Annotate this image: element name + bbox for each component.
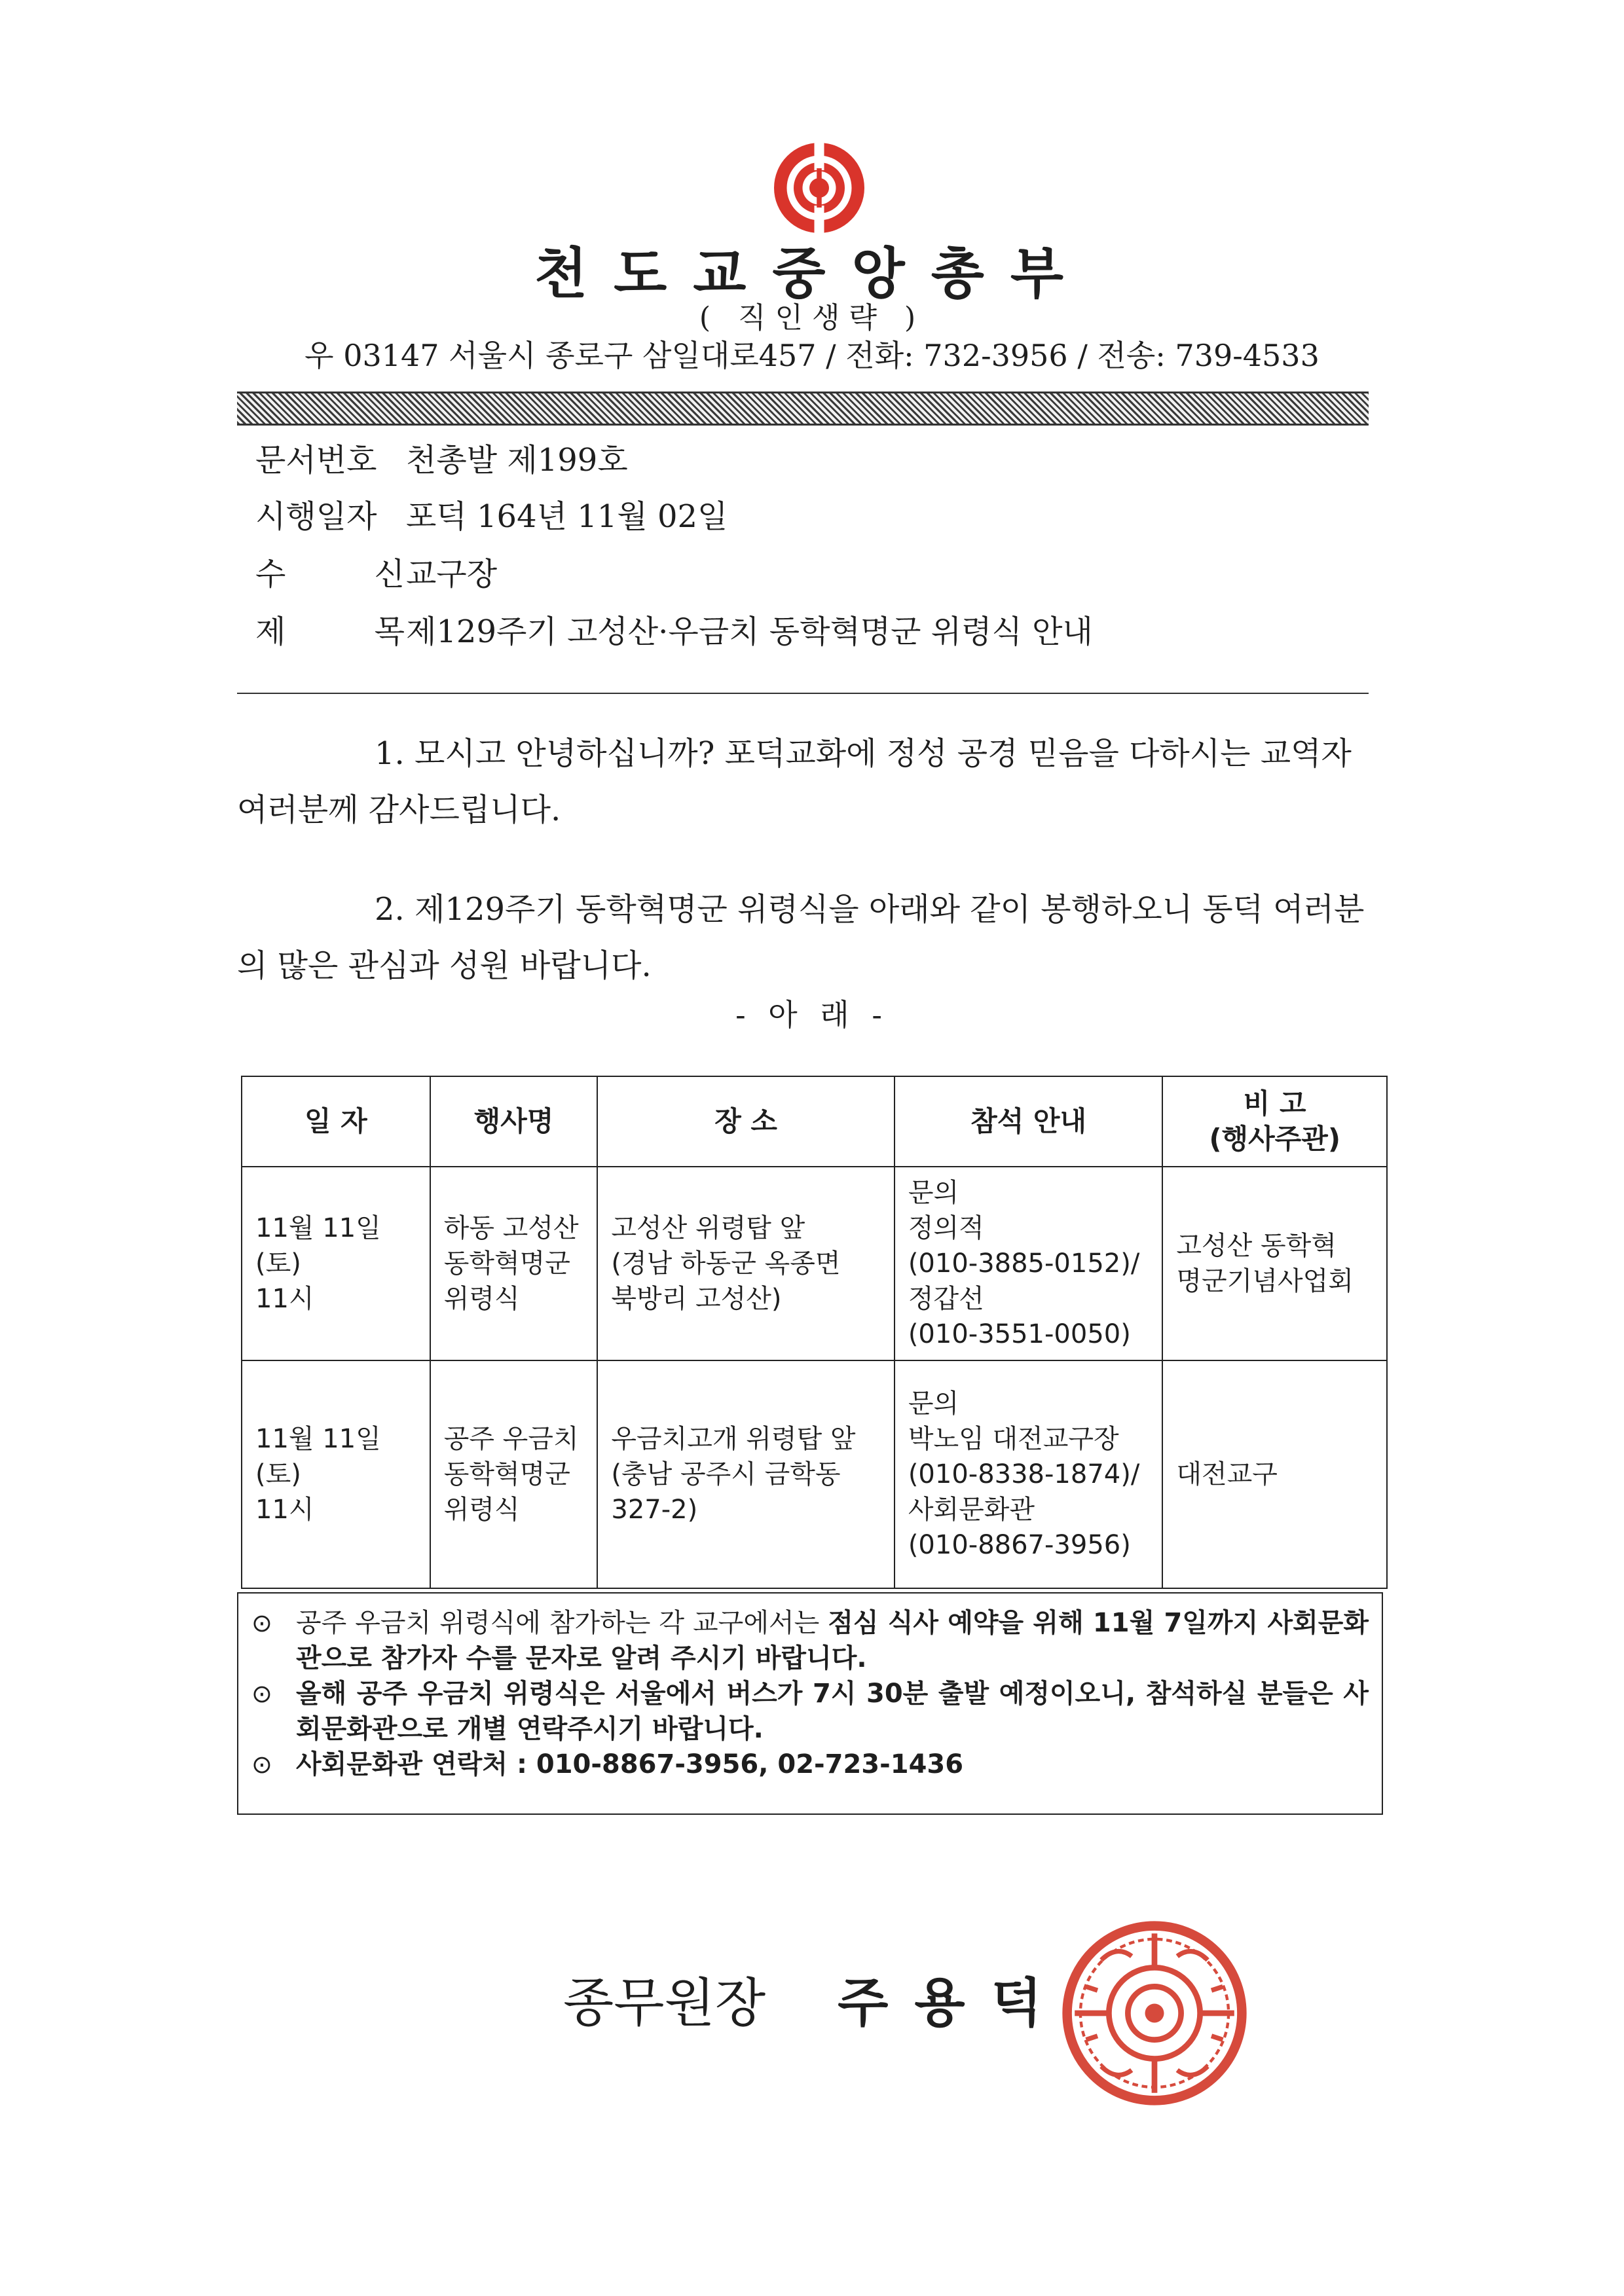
- paragraph-line: 의 많은 관심과 성원 바랍니다.: [237, 947, 652, 984]
- cell-line: 문의: [908, 1389, 959, 1419]
- meta-value: 천총발 제199호: [406, 442, 628, 479]
- body-paragraph-1: [237, 725, 1395, 838]
- cell-line: 우금치고개 위령탑 앞: [611, 1424, 856, 1454]
- cell-line: 고성산 위령탑 앞: [611, 1213, 805, 1243]
- header-divider-bar: [237, 392, 1369, 426]
- header-event: 행사명: [430, 1076, 598, 1167]
- cell-line: 11시: [255, 1284, 314, 1314]
- signature-block: [563, 1971, 1068, 2036]
- note-emphasis: 점심 식사 예약을 위해 11월 7일까지 사회문화관으로 참가자 수를 문자로 알려 주시기 바랍니다.: [296, 1608, 1369, 1673]
- below-heading: - 아 래 -: [735, 997, 889, 1032]
- cell-event: [430, 1360, 598, 1588]
- cell-line: 사회문화관: [908, 1495, 1035, 1525]
- notes-box: [237, 1592, 1383, 1815]
- signer-title: 종무원장: [563, 1973, 766, 2033]
- note-item: [251, 1605, 1369, 1676]
- cell-line: (경남 하동군 옥종면: [611, 1248, 841, 1279]
- cell-line: 공주 우금치: [443, 1424, 579, 1454]
- bullet-icon: ⊙: [251, 1609, 272, 1637]
- cell-line: 고성산 동학혁: [1176, 1231, 1337, 1261]
- body-paragraph-2: [237, 881, 1395, 994]
- cell-host: [1162, 1360, 1387, 1588]
- cell-line: 위령식: [443, 1495, 520, 1525]
- cell-line: 정의적: [908, 1213, 984, 1243]
- meta-value: 포덕 164년 11월 02일: [406, 498, 728, 535]
- table-header-row: [242, 1076, 1387, 1167]
- cell-line: 327-2): [611, 1495, 698, 1525]
- bullet-icon: ⊙: [251, 1679, 272, 1708]
- paragraph-line: 여러분께 감사드립니다.: [237, 792, 561, 828]
- meta-divider: [237, 693, 1369, 694]
- note-emphasis: 사회문화관 연락처 : 010-8867-3956, 02-723-1436: [296, 1749, 964, 1779]
- cell-line: (충남 공주시 금학동: [611, 1459, 841, 1489]
- table-row: [242, 1167, 1387, 1360]
- meta-value: 교구장: [406, 556, 498, 592]
- organization-title: 천도교중앙총부: [534, 242, 1090, 306]
- meta-document-number: [255, 440, 628, 481]
- cell-line: (010-3551-0050): [908, 1319, 1131, 1349]
- meta-label: 시행일자: [255, 498, 377, 535]
- note-item: [251, 1676, 1369, 1747]
- meta-issue-date: [255, 496, 728, 537]
- cell-date: [242, 1167, 430, 1360]
- cell-line: (010-8867-3956): [908, 1530, 1131, 1560]
- header-date: 일 자: [242, 1076, 430, 1167]
- cell-line: 북방리 고성산): [611, 1284, 782, 1314]
- organization-address: 우 03147 서울시 종로구 삼일대로457 / 전화: 732-3956 / 전송: 739-4533: [304, 338, 1320, 373]
- signer-name: 주용덕: [838, 1973, 1068, 2033]
- cell-place: [597, 1360, 894, 1588]
- table-row: [242, 1360, 1387, 1588]
- header-line: (행사주관): [1209, 1123, 1341, 1155]
- meta-label: 제 목: [255, 613, 405, 650]
- cell-date: [242, 1360, 430, 1588]
- meta-label: 문서번호: [255, 442, 377, 479]
- meta-recipient: [255, 554, 497, 594]
- cell-line: 명군기념사업회: [1176, 1266, 1354, 1296]
- cell-line: 하동 고성산: [443, 1213, 579, 1243]
- cell-line: 11월 11일(토): [255, 1424, 381, 1489]
- header-place: 장 소: [597, 1076, 894, 1167]
- bullet-icon: ⊙: [251, 1750, 272, 1779]
- schedule-table: [241, 1076, 1388, 1589]
- meta-label: 수 신: [255, 556, 405, 592]
- header-contact: 참석 안내: [895, 1076, 1163, 1167]
- note-emphasis: 올해 공주 우금치 위령식은 서울에서 버스가 7시 30분 출발 예정이오니, 참석하실 분들은 사회문화관으로 개별 연락주시기 바랍니다.: [296, 1679, 1369, 1744]
- seal-omitted-note: ( 직인생략 ): [699, 301, 925, 335]
- cell-contact: [895, 1167, 1163, 1360]
- header-host: [1162, 1076, 1387, 1167]
- cell-line: 위령식: [443, 1284, 520, 1314]
- cell-line: 11월 11일(토): [255, 1213, 381, 1279]
- cell-host: [1162, 1167, 1387, 1360]
- cell-line: (010-3885-0152)/: [908, 1248, 1140, 1279]
- cell-line: 동학혁명군: [443, 1459, 570, 1489]
- cell-line: 문의: [908, 1178, 959, 1208]
- official-seal-icon: [1060, 1918, 1249, 2108]
- cell-contact: [895, 1360, 1163, 1588]
- cell-line: 11시: [255, 1495, 314, 1525]
- header-line: 비 고: [1243, 1087, 1306, 1120]
- paragraph-line: 2. 제129주기 동학혁명군 위령식을 아래와 같이 봉행하오니 동덕 여러분: [375, 891, 1365, 928]
- cell-line: 대전교구: [1176, 1459, 1278, 1489]
- note-item: [251, 1747, 1369, 1782]
- cell-line: 동학혁명군: [443, 1248, 570, 1279]
- cheondogyo-emblem-icon: [770, 139, 868, 237]
- cell-line: 박노임 대전교구장: [908, 1424, 1119, 1454]
- cell-line: 정갑선: [908, 1284, 984, 1314]
- cell-place: [597, 1167, 894, 1360]
- note-text: 공주 우금치 위령식에 참가하는 각 교구에서는: [296, 1608, 828, 1638]
- cell-line: (010-8338-1874)/: [908, 1459, 1140, 1489]
- cell-event: [430, 1167, 598, 1360]
- paragraph-line: 1. 모시고 안녕하십니까? 포덕교화에 정성 공경 믿음을 다하시는 교역자: [375, 735, 1352, 772]
- meta-subject: [255, 611, 1093, 652]
- meta-value: 제129주기 고성산·우금치 동학혁명군 위령식 안내: [406, 613, 1093, 650]
